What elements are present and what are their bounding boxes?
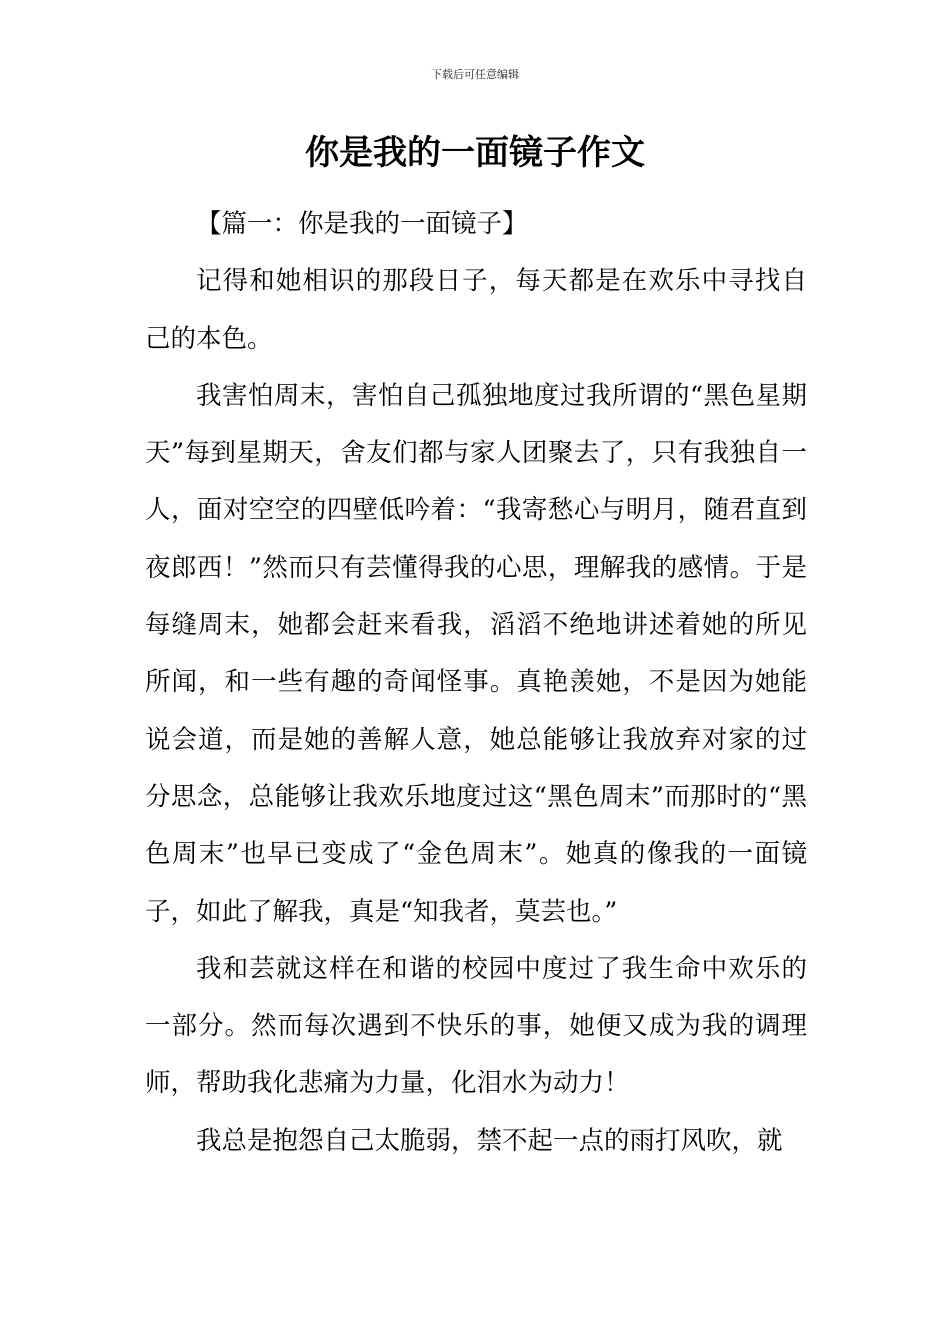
document-body <box>145 196 807 1170</box>
paragraph-1: 记得和她相识的那段日子，每天都是在欢乐中寻找自己的本色。 <box>145 266 807 354</box>
header-note: 下载后可任意编辑 <box>431 68 519 81</box>
section-heading: 【篇一：你是我的一面镜子】 <box>196 209 528 239</box>
paragraph-2: 我害怕周末，害怕自己孤独地度过我所谓的“黑色星期天”每到星期天，舍友们都与家人团聚去了，只有我独自一人，面对空空的四壁低吟着：“我寄愁心与明月，随君直到夜郎西！”然而只有芸懂得我的心思，理解我的感情。于是每缝周末，她都会赶来看我，滔滔不绝地讲述着她的所见所闻，和一些有趣的奇闻怪事。真艳羡她，不是因为她能说会道，而是她的善解人意，她总能够让我放弃对家的过分思念，总能够让我欢乐地度过这“黑色周末”而那时的“黑色周末”也早已变成了“金色周末”。她真的像我的一面镜子，如此了解我，真是“知我者，莫芸也。” <box>145 380 807 927</box>
document-title: 你是我的一面镜子作文 <box>305 133 645 173</box>
paragraph-4: 我总是抱怨自己太脆弱，禁不起一点的雨打风吹，就 <box>196 1125 783 1156</box>
paragraph-3: 我和芸就这样在和谐的校园中度过了我生命中欢乐的一部分。然而每次遇到不快乐的事，她便又成为我的调理师，帮助我化悲痛为力量，化泪水为动力！ <box>145 953 807 1099</box>
